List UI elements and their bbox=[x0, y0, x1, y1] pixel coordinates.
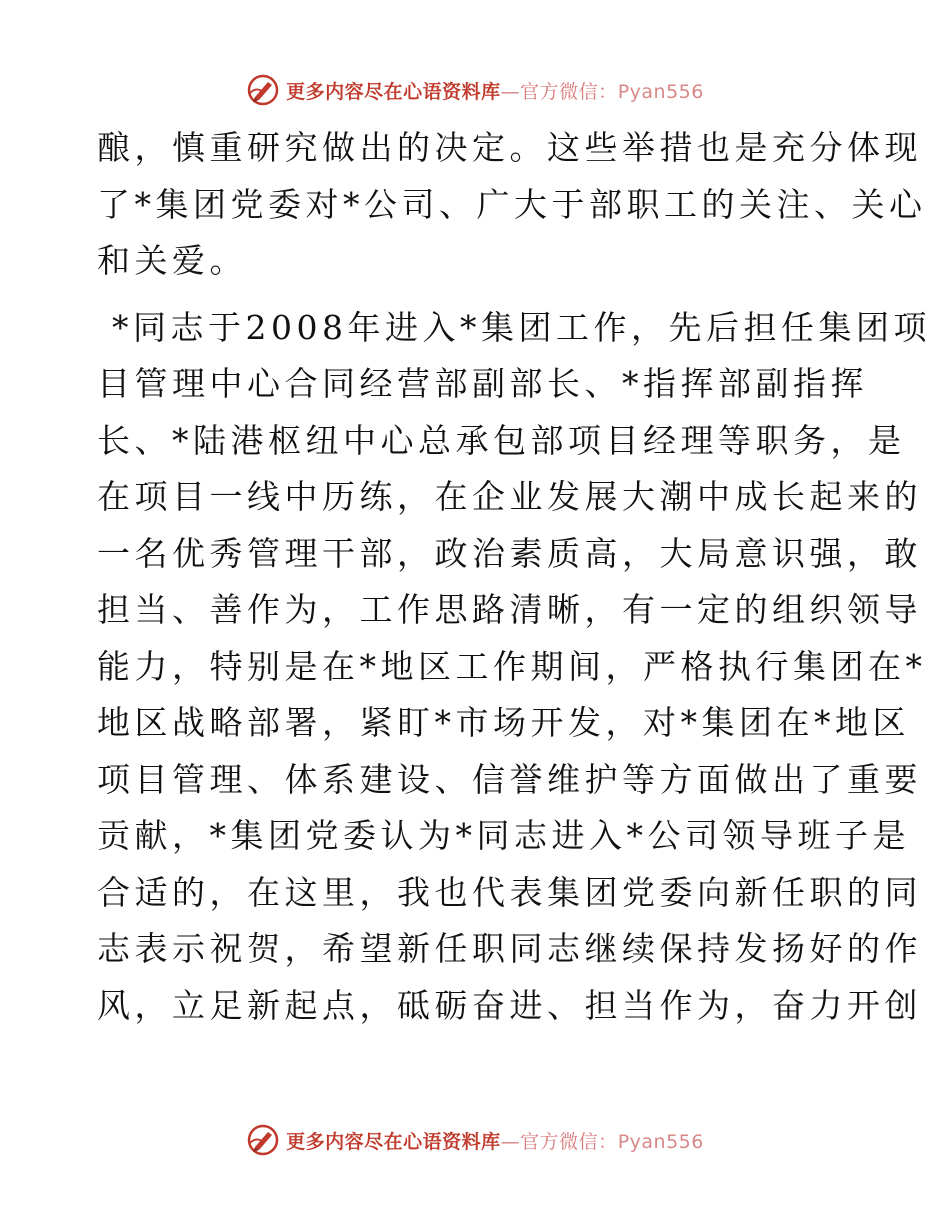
text-line: *同志于2008年进入*集团工作，先后担任集团项 bbox=[97, 307, 931, 347]
watermark-text bbox=[286, 1127, 704, 1154]
paragraph-2 bbox=[97, 300, 931, 1035]
text-line: 项目管理、体系建设、信誉维护等方面做出了重要 bbox=[97, 759, 922, 799]
document-body bbox=[97, 120, 931, 1034]
paragraph-1 bbox=[97, 120, 927, 290]
text-line: 和关爱。 bbox=[97, 241, 247, 280]
text-line: 一名优秀管理干部，政治素质高，大局意识强，敢 bbox=[97, 533, 922, 573]
watermark-separator: — bbox=[500, 1130, 521, 1153]
watermark-wechat-label: 官方微信： bbox=[520, 1130, 618, 1153]
watermark-wechat-label: 官方微信： bbox=[520, 80, 618, 103]
text-line: 合适的，在这里，我也代表集团党委向新任职的同 bbox=[97, 872, 922, 912]
text-line: 目管理中心合同经营部副部长、*指挥部副指挥 bbox=[97, 364, 868, 403]
text-line: 风，立足新起点，砥砺奋进、担当作为，奋力开创 bbox=[97, 985, 922, 1025]
footer-watermark bbox=[0, 1122, 950, 1158]
text-line: 酿，慎重研究做出的决定。这些举措也是充分体现 bbox=[97, 128, 922, 167]
text-line: 地区战略部署，紧盯*市场开发，对*集团在*地区 bbox=[97, 703, 910, 742]
text-line: 贡献，*集团党委认为*同志进入*公司领导班子是 bbox=[97, 816, 910, 855]
text-line: 在项目一线中历练，在企业发展大潮中成长起来的 bbox=[97, 477, 922, 516]
pen-logo-icon bbox=[246, 1123, 280, 1157]
pen-logo-icon bbox=[246, 73, 280, 107]
watermark-brand: 更多内容尽在心语资料库 bbox=[286, 1130, 501, 1153]
watermark-text bbox=[286, 77, 704, 104]
header-watermark bbox=[0, 72, 950, 108]
watermark-account: Pyan556 bbox=[617, 80, 704, 103]
text-line: 了*集团党委对*公司、广大于部职工的关注、关心 bbox=[97, 184, 927, 224]
text-line: 担当、善作为，工作思路清晰，有一定的组织领导 bbox=[97, 590, 922, 629]
text-line: 志表示祝贺，希望新任职同志继续保持发扬好的作 bbox=[97, 929, 922, 968]
text-line: 长、*陆港枢纽中心总承包部项目经理等职务，是 bbox=[97, 420, 906, 460]
watermark-account: Pyan556 bbox=[617, 1130, 704, 1153]
text-line: 能力，特别是在*地区工作期间，严格执行集团在* bbox=[97, 646, 927, 686]
watermark-separator: — bbox=[500, 80, 521, 103]
watermark-brand: 更多内容尽在心语资料库 bbox=[286, 80, 501, 103]
